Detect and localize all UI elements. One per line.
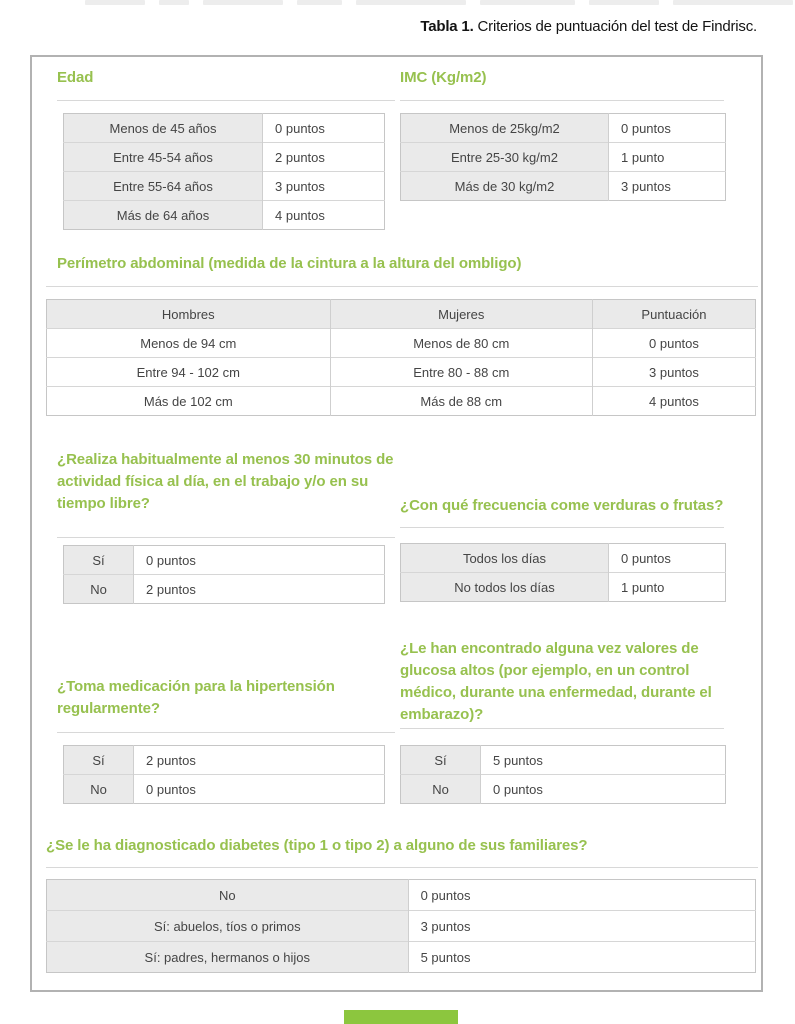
table-cell: No [401,775,481,804]
edad-score-table [63,113,385,230]
table-cell: Entre 55-64 años [64,172,263,201]
table-cell: 0 puntos [481,775,726,804]
table-row [64,114,385,143]
section-divider [400,527,724,528]
table-cell: Menos de 80 cm [330,329,592,358]
table-row [401,143,726,172]
actividad-score-table [63,545,385,604]
cropped-previous-page-text [85,0,795,6]
table-cell: Entre 80 - 88 cm [330,358,592,387]
imc-score-table [400,113,726,201]
table-row [47,329,756,358]
table-header-cell: Hombres [47,300,331,329]
table-header-row [47,300,756,329]
table-cell: Menos de 45 años [64,114,263,143]
table-cell: Más de 88 cm [330,387,592,416]
table-cell: Todos los días [401,544,609,573]
table-row [64,775,385,804]
table-row [401,114,726,143]
section-divider [46,867,758,868]
section-divider [57,100,395,101]
table-caption [420,18,757,35]
table-row [64,575,385,604]
table-caption-text: Criterios de puntuación del test de Findrisc. [473,18,757,35]
table-cell: 0 puntos [621,120,671,136]
table-cell: Menos de 94 cm [47,329,331,358]
table-row [64,546,385,575]
table-cell: 5 puntos [408,942,755,973]
table-cell: No [64,575,134,604]
table-cell: Entre 94 - 102 cm [47,358,331,387]
table-cell: 0 puntos [621,550,671,566]
section-title-hipertension: ¿Toma medicación para la hipertensión regularmente? [57,678,335,717]
table-cell: 5 puntos [493,752,543,768]
table-cell: No [64,775,134,804]
findrisc-criteria-panel [30,55,763,992]
table-cell: No [47,880,409,911]
table-cell: 2 puntos [263,143,385,172]
table-row [64,172,385,201]
table-row [401,544,726,573]
perimetro-score-table [46,299,756,416]
section-title-verduras: ¿Con qué frecuencia come verduras o frutas? [400,497,724,514]
table-cell: Entre 25-30 kg/m2 [401,143,609,172]
section-divider [57,732,395,733]
hipertension-score-table [63,745,385,804]
table-row [47,387,756,416]
table-cell: 2 puntos [146,752,196,768]
section-title-perimetro: Perímetro abdominal (medida de la cintura a la altura del ombligo) [57,255,522,272]
table-cell: 4 puntos [592,387,755,416]
section-title-imc: IMC (Kg/m2) [400,69,487,86]
table-cell: 3 puntos [408,911,755,942]
table-cell: No todos los días [401,573,609,602]
table-cell: 3 puntos [592,358,755,387]
section-divider [46,286,758,287]
cropped-footer-bar [344,1010,458,1024]
table-cell: 0 puntos [420,887,471,903]
glucosa-score-table [400,745,726,804]
table-header-cell: Mujeres [330,300,592,329]
table-caption-number: Tabla 1. [420,18,474,35]
table-row [47,942,756,973]
table-cell: 4 puntos [263,201,385,230]
table-row [64,143,385,172]
table-cell: 3 puntos [263,172,385,201]
table-cell: Sí: padres, hermanos o hijos [47,942,409,973]
table-header-cell: Puntuación [592,300,755,329]
table-cell: Más de 30 kg/m2 [401,172,609,201]
table-cell: Entre 45-54 años [64,143,263,172]
table-row [47,358,756,387]
table-row [64,201,385,230]
table-cell: Sí [64,546,134,575]
section-divider [57,537,395,538]
table-cell: 1 punto [609,573,726,602]
table-cell: Más de 102 cm [47,387,331,416]
table-cell: 0 puntos [275,120,325,136]
section-divider [400,728,724,729]
table-row [401,775,726,804]
table-cell: 0 puntos [592,329,755,358]
table-row [47,911,756,942]
section-title-glucosa: ¿Le han encontrado alguna vez valores de glucosa altos (por ejemplo, en un control médico, durante una enfermedad, durante el embarazo)? [400,640,712,723]
table-cell: 1 punto [609,143,726,172]
table-cell: Más de 64 años [64,201,263,230]
table-cell: 3 puntos [609,172,726,201]
section-title-familiares: ¿Se le ha diagnosticado diabetes (tipo 1 o tipo 2) a alguno de sus familiares? [46,837,588,854]
table-row [47,880,756,911]
table-cell: Sí [401,746,481,775]
section-title-edad: Edad [57,69,94,86]
table-cell: Sí [64,746,134,775]
section-divider [400,100,724,101]
table-row [401,746,726,775]
table-row [64,746,385,775]
table-cell: 0 puntos [146,552,196,568]
table-row [401,573,726,602]
section-title-actividad: ¿Realiza habitualmente al menos 30 minutos de actividad física al día, en el trabajo y/o en su tiempo libre? [57,451,394,512]
verduras-score-table [400,543,726,602]
table-cell: Menos de 25kg/m2 [401,114,609,143]
table-row [401,172,726,201]
table-cell: 2 puntos [134,575,385,604]
familiares-score-table [46,879,756,973]
table-cell: Sí: abuelos, tíos o primos [47,911,409,942]
table-cell: 0 puntos [134,775,385,804]
